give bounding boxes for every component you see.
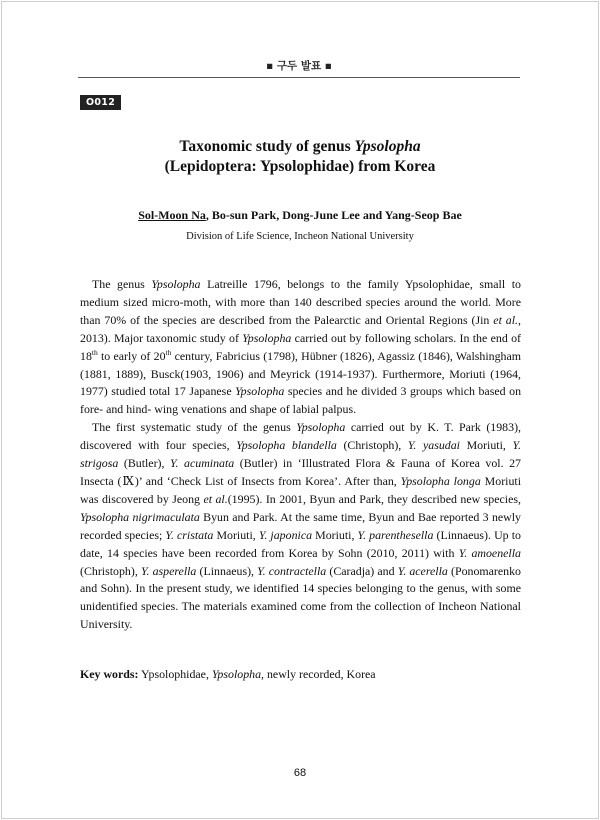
abstract-id-badge: O012 [80, 95, 121, 110]
keywords: Key words: Ypsolophidae, Ypsolopha, newly recorded, Korea [80, 667, 376, 681]
title-line-1: Taxonomic study of genus Ypsolopha [179, 138, 421, 155]
abstract-paragraph-1: The genus Ypsolopha Latreille 1796, belongs to the family Ypsolophidae, small to medium sized micro-moth, with more than 140 described species around the world. More than 70% of the species are described from the Palearctic and Oriental Regions (Jin et al., 2013). Major taxonomic study of Ypsolopha carried out by following scholars. In the end of 18th to early of 20th century, Fabricius (1798), Hübner (1826), Agassiz (1846), Walshingham (1881, 1889), Busck(1903, 1906) and Meyrick (1914-1937). Furthermore, Moriuti (1964, 1977) studied total 17 Japanese Ypsolopha species and he divided 3 groups which based on fore- and hind- wing venations and shape of labial palpus. [80, 277, 522, 417]
keywords-label: Key words: [80, 667, 139, 681]
paper-title [78, 137, 522, 177]
affiliation: Division of Life Science, Incheon National University [186, 231, 414, 242]
presenting-author: Sol-Moon Na [138, 208, 206, 222]
co-authors: , Bo-sun Park, Dong-June Lee and Yang-Seop Bae [205, 208, 462, 222]
section-header: ▪ 구두 발표 ▪ [266, 60, 332, 72]
title-line-2: (Lepidoptera: Ypsolophidae) from Korea [164, 158, 436, 175]
author-list [78, 208, 522, 223]
header-divider [78, 77, 520, 78]
abstract-body [80, 276, 521, 634]
title-genus: Ypsolopha [354, 138, 421, 155]
abstract-paragraph-2: The first systematic study of the genus Ypsolopha carried out by K. T. Park (1983), discovered with four species, Ypsolopha blandella (Christoph), Y. yasudai Moriuti, Y. strigosa (Butler), Y. acuminata (Butler) in ‘Illustrated Flora & Fauna of Korea vol. 27 Insecta (Ⅸ)’ and ‘Check List of Insects from Korea’. After than, Ypsolopha longa Moriuti was discovered by Jeong et al.(1995). In 2001, Byun and Park, they described new species, Ypsolopha nigrimaculata Byun and Park. At the same time, Byun and Bae reported 3 newly recorded species; Y. cristata Moriuti, Y. japonica Moriuti, Y. parenthesella (Linnaeus). Up to date, 14 species have been recorded from Korea by Sohn (2010, 2011) with Y. amoenella (Christoph), Y. asperella (Linnaeus), Y. contractella (Caradja) and Y. acerella (Ponomarenko and Sohn). In the present study, we identified 14 species belonging to the genus, with some unidentified species. The materials examined come from the collection of Incheon National University. [80, 420, 522, 632]
page-number: 68 [293, 767, 307, 779]
